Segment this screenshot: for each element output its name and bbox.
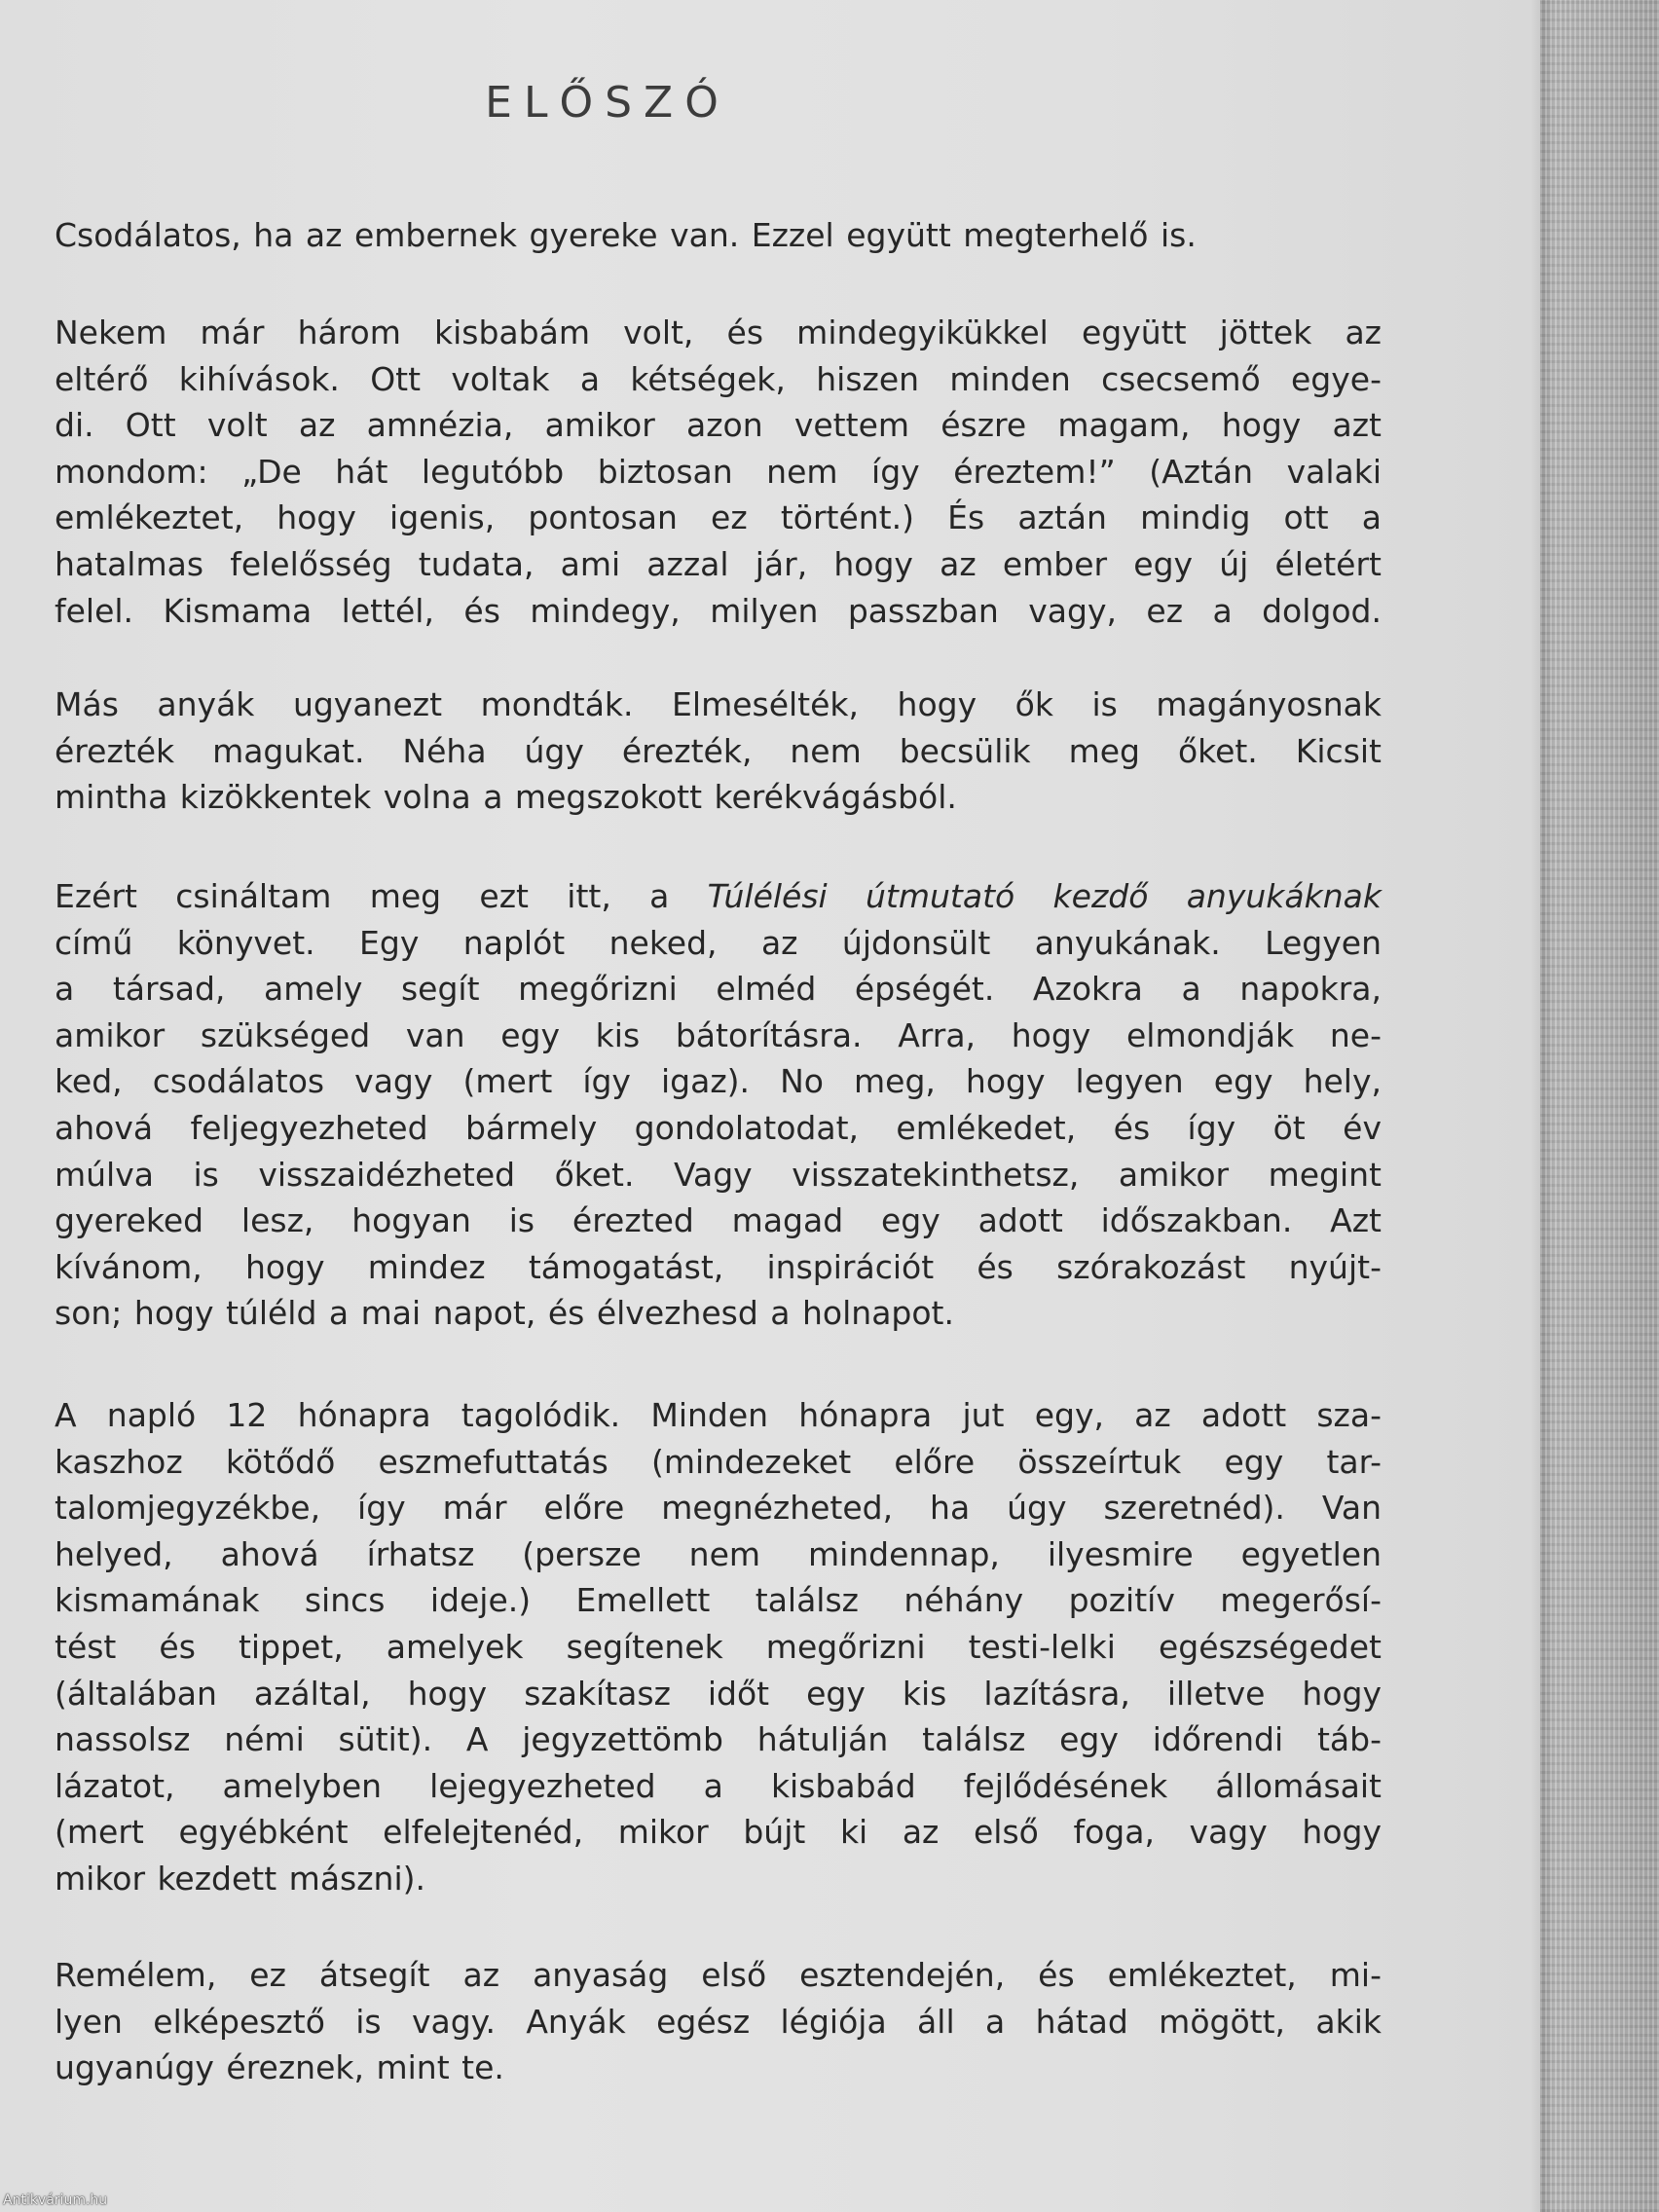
page-stack-edge [1540,0,1659,2212]
text-line: mintha kizökkentek volna a megszokott kerékvágásból. [55,778,957,817]
text-line: mikor kezdett mászni). [55,1859,426,1898]
text-line: gyereked lesz, hogyan is érezted magad egy adott időszakban. Azt [55,1201,1382,1240]
paragraph-5 [55,1392,1382,1902]
text-line: A napló 12 hónapra tagolódik. Minden hónapra jut egy, az adott sza- [55,1396,1382,1434]
text-line: mondom: „De hát legutóbb biztosan nem így éreztem!” (Aztán valaki [55,452,1382,491]
text-line: talomjegyzékbe, így már előre megnézheted, ha úgy szeretnéd). Van [55,1489,1382,1528]
text-line: lázatot, amelyben lejegyezheted a kisbabád fejlődésének állomásait [55,1766,1382,1805]
book-title-italic: Túlélési útmutató kezdő anyukáknak [707,877,1382,915]
text-line: kismamának sincs ideje.) Emellett találsz néhány pozitív megerősí- [55,1581,1382,1620]
text-line: Nekem már három kisbabám volt, és mindegyikükkel együtt jöttek az [55,313,1382,351]
text-line: hatalmas felelősség tudata, ami azzal jár, hogy az ember egy új életért [55,544,1382,583]
text-line: ked, csodálatos vagy (mert így igaz). No meg, hogy legyen egy hely, [55,1062,1382,1101]
text-line: helyed, ahová írhatsz (persze nem mindennap, ilyesmire egyetlen [55,1534,1382,1573]
text-line: son; hogy túléld a mai napot, és élvezhesd a holnapot. [55,1294,954,1333]
text-line: ugyanúgy éreznek, mint te. [55,2048,504,2087]
text-line: felel. Kismama lettél, és mindegy, milyen passzban vagy, ez a dolgod. [55,591,1382,630]
paragraph-4 [55,873,1382,1337]
watermark: Antikvárium.hu [3,2193,108,2208]
text-line: emlékeztet, hogy igenis, pontosan ez történt.) És aztán mindig ott a [55,498,1382,537]
text-line: eltérő kihívások. Ott voltak a kétségek, hiszen minden csecsemő egye- [55,359,1382,398]
text-line: lyen elképesztő is vagy. Anyák egész légiója áll a hátad mögött, akik [55,2002,1382,2041]
text-line: Csodálatos, ha az embernek gyereke van. Ezzel együtt megterhelő is. [55,216,1197,254]
text-line: című könyvet. Egy naplót neked, az újdonsült anyukának. Legyen [55,923,1382,962]
page-title: ELŐSZÓ [485,78,730,128]
text-line: Remélem, ez átsegít az anyaság első esztendején, és emlékeztet, mi- [55,1956,1382,1994]
text-line: (mert egyébként elfelejtenéd, mikor bújt ki az első foga, vagy hogy [55,1813,1382,1852]
text-line: tést és tippet, amelyek segítenek megőrizni testi-lelki egészségedet [55,1627,1382,1666]
text-line: di. Ott volt az amnézia, amikor azon vettem észre magam, hogy azt [55,406,1382,445]
paragraph-1 [55,212,1382,259]
text-line: kaszhoz kötődő eszmefuttatás (mindezeket előre összeírtuk egy tar- [55,1442,1382,1481]
text-line: (általában azáltal, hogy szakítasz időt egy kis lazításra, illetve hogy [55,1674,1382,1713]
text-line: Más anyák ugyanezt mondták. Elmesélték, hogy ők is magányosnak [55,685,1382,723]
text-line: ahová feljegyezheted bármely gondolatodat, emlékedet, és így öt év [55,1108,1382,1147]
text-line: múlva is visszaidézheted őket. Vagy visszatekinthetsz, amikor megint [55,1155,1382,1194]
paragraph-3 [55,682,1382,821]
text-line: nassolsz némi sütit). A jegyzettömb hátulján találsz egy időrendi táb- [55,1720,1382,1759]
text-line: a társad, amely segít megőrizni elméd épségét. Azokra a napokra, [55,970,1382,1009]
text-line: amikor szükséged van egy kis bátorításra. Arra, hogy elmondják ne- [55,1015,1382,1054]
text-line: érezték magukat. Néha úgy érezték, nem becsülik meg őket. Kicsit [55,731,1382,770]
paragraph-6 [55,1952,1382,2091]
text-line: Ezért csináltam meg ezt itt, a Túlélési útmutató kezdő anyukáknak [55,877,1382,915]
paragraph-2 [55,310,1382,634]
text-line: kívánom, hogy mindez támogatást, inspirációt és szórakozást nyújt- [55,1247,1382,1286]
